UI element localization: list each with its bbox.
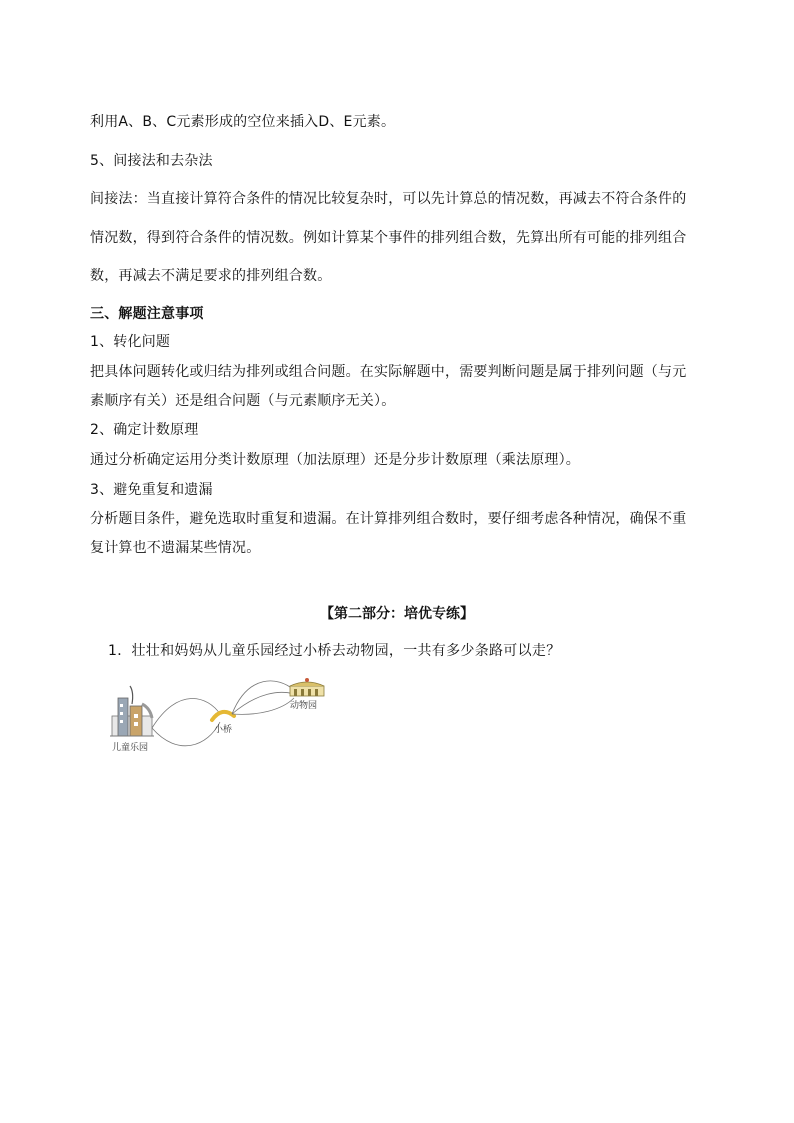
route-park-bridge-lower (152, 722, 220, 746)
route-bridge-zoo-3 (232, 698, 294, 714)
section3-item3-line-2: 复计算也不遗漏某些情况。 (90, 540, 261, 556)
label-zoo: 动物园 (290, 701, 318, 711)
label-bridge: 小桥 (214, 725, 233, 735)
zoo-building-icon (290, 678, 324, 696)
section3-item3-title: 3、避免重复和遗漏 (90, 482, 213, 498)
bridge-icon (212, 712, 234, 720)
section3-item3-line-1: 分析题目条件，避免选取时重复和遗漏。在计算排列组合数时，要仔细考虑各种情况，确保不重 (90, 511, 687, 527)
section3-title: 三、解题注意事项 (90, 306, 204, 322)
method5-line-3: 数，再减去不满足要求的排列组合数。 (90, 268, 332, 284)
question-1: 1．壮壮和妈妈从儿童乐园经过小桥去动物园，一共有多少条路可以走？ (108, 643, 561, 659)
route-bridge-zoo-2 (232, 692, 294, 714)
method5-line-1: 间接法：当直接计算符合条件的情况比较复杂时，可以先计算总的情况数，再减去不符合条件的 (90, 191, 687, 207)
part2-title: 【第二部分：培优专练】 (320, 606, 474, 622)
section3-item2-title: 2、确定计数原理 (90, 422, 199, 438)
route-diagram (108, 676, 348, 756)
route-park-bridge-upper (152, 698, 220, 728)
label-park: 儿童乐园 (112, 743, 149, 753)
section3-item1-title: 1、转化问题 (90, 334, 171, 350)
section3-item1-line-1: 把具体问题转化或归结为排列或组合问题。在实际解题中，需要判断问题是属于排列问题（与元 (90, 364, 687, 380)
method5-title: 5、间接法和去杂法 (90, 153, 213, 169)
park-building-icon (110, 686, 154, 736)
section3-item1-line-2: 素顺序有关）还是组合问题（与元素顺序无关）。 (90, 393, 396, 409)
text-line-insert: 利用A、B、C元素形成的空位来插入D、E元素。 (90, 114, 396, 130)
method5-line-2: 情况数，得到符合条件的情况数。例如计算某个事件的排列组合数，先算出所有可能的排列组合 (90, 230, 687, 246)
section3-item2-line-1: 通过分析确定运用分类计数原理（加法原理）还是分步计数原理（乘法原理）。 (90, 452, 580, 468)
route-bridge-zoo-1 (232, 681, 294, 714)
